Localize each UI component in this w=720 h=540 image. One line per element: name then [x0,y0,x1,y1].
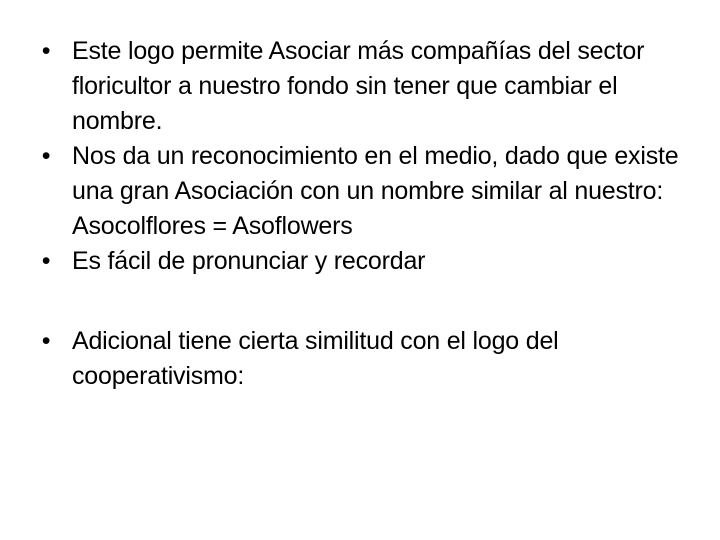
bullet-text: Este logo permite Asociar más compañías del sector floricultor a nuestro fondo sin tener que cambiar el nombre. [72,37,645,135]
bullet-text: Adicional tiene cierta similitud con el logo del cooperativismo: [72,327,559,390]
bullet-text: Nos da un reconocimiento en el medio, dado que existe una gran Asociación con un nombre similar al nuestro: Asocolflores = Asoflowers [72,142,679,240]
bullet-text: Es fácil de pronunciar y recordar [72,247,426,275]
bullet-item [36,244,696,279]
bullet-marker: • [41,247,51,275]
bullet-marker: • [41,37,51,65]
bullet-marker: • [41,142,51,170]
bullet-marker: • [41,327,51,355]
bullet-list [36,34,696,394]
bullet-item [36,34,696,139]
bullet-item [36,139,696,244]
bullet-item [36,324,696,394]
